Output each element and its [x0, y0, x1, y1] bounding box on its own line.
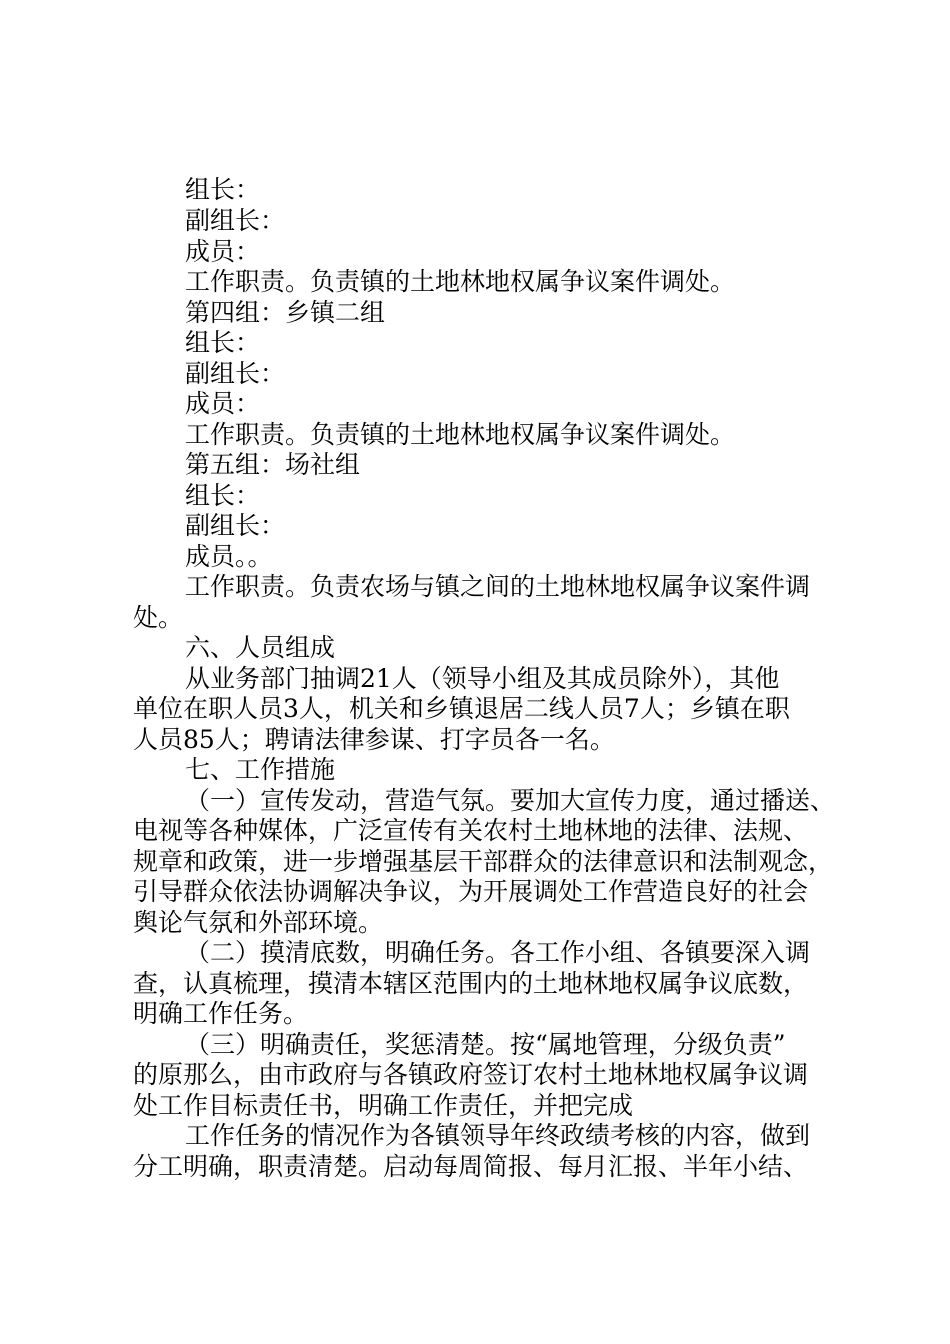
text-line: 引导群众依法协调解决争议，为开展调处工作营造良好的社会	[133, 877, 809, 906]
text-line: （二）摸清底数，明确任务。各工作小组、各镇要深入调	[185, 938, 811, 967]
text-line: 的原那么，由市政府与各镇政府签订农村土地林地权属争议调	[133, 1060, 809, 1089]
text-line: （一）宣传发动，营造气氛。要加大宣传力度，通过播送、	[185, 786, 836, 815]
text-line: 组长：	[185, 175, 261, 204]
text-line: 从业务部门抽调21人（领导小组及其成员除外），其他	[185, 664, 780, 693]
text-line: 第四组：乡镇二组	[185, 298, 386, 327]
text-line: （三）明确责任，奖惩清楚。按“属地管理，分级负责”	[185, 1030, 786, 1059]
text-line: 人员85人；聘请法律参谋、打字员各一名。	[133, 725, 615, 754]
section-heading: 六、人员组成	[185, 633, 336, 662]
text-line: 电视等各种媒体，广泛宣传有关农村土地林地的法律、法规、	[133, 816, 809, 845]
text-line: 工作职责。负责农场与镇之间的土地林地权属争议案件调	[185, 572, 811, 601]
text-line: 处工作目标责任书，明确工作责任，并把完成	[133, 1091, 634, 1120]
section-heading: 七、工作措施	[185, 755, 336, 784]
text-line: 规章和政策，进一步增强基层干部群众的法律意识和法制观念，	[133, 847, 834, 876]
text-line: 组长：	[185, 328, 261, 357]
text-line: 明确工作任务。	[133, 999, 309, 1028]
text-line: 副组长：	[185, 511, 286, 540]
text-line: 组长：	[185, 481, 261, 510]
text-line: 舆论气氛和外部环境。	[133, 908, 384, 937]
text-line: 单位在职人员3人，机关和乡镇退居二线人员7人；乡镇在职	[133, 694, 790, 723]
text-line: 处。	[133, 603, 184, 632]
text-line: 查，认真梳理，摸清本辖区范围内的土地林地权属争议底数，	[133, 969, 809, 998]
text-line: 副组长：	[185, 359, 286, 388]
text-line: 副组长：	[185, 206, 286, 235]
text-line: 成员。。	[185, 542, 273, 571]
text-line: 工作任务的情况作为各镇领导年终政绩考核的内容，做到	[185, 1121, 811, 1150]
text-line: 成员：	[185, 237, 261, 266]
text-line: 成员：	[185, 389, 261, 418]
text-line: 第五组：场社组	[185, 450, 361, 479]
text-line: 工作职责。负责镇的土地林地权属争议案件调处。	[185, 420, 736, 449]
text-line: 分工明确，职责清楚。启动每周简报、每月汇报、半年小结、	[133, 1152, 809, 1181]
text-line: 工作职责。负责镇的土地林地权属争议案件调处。	[185, 267, 736, 296]
